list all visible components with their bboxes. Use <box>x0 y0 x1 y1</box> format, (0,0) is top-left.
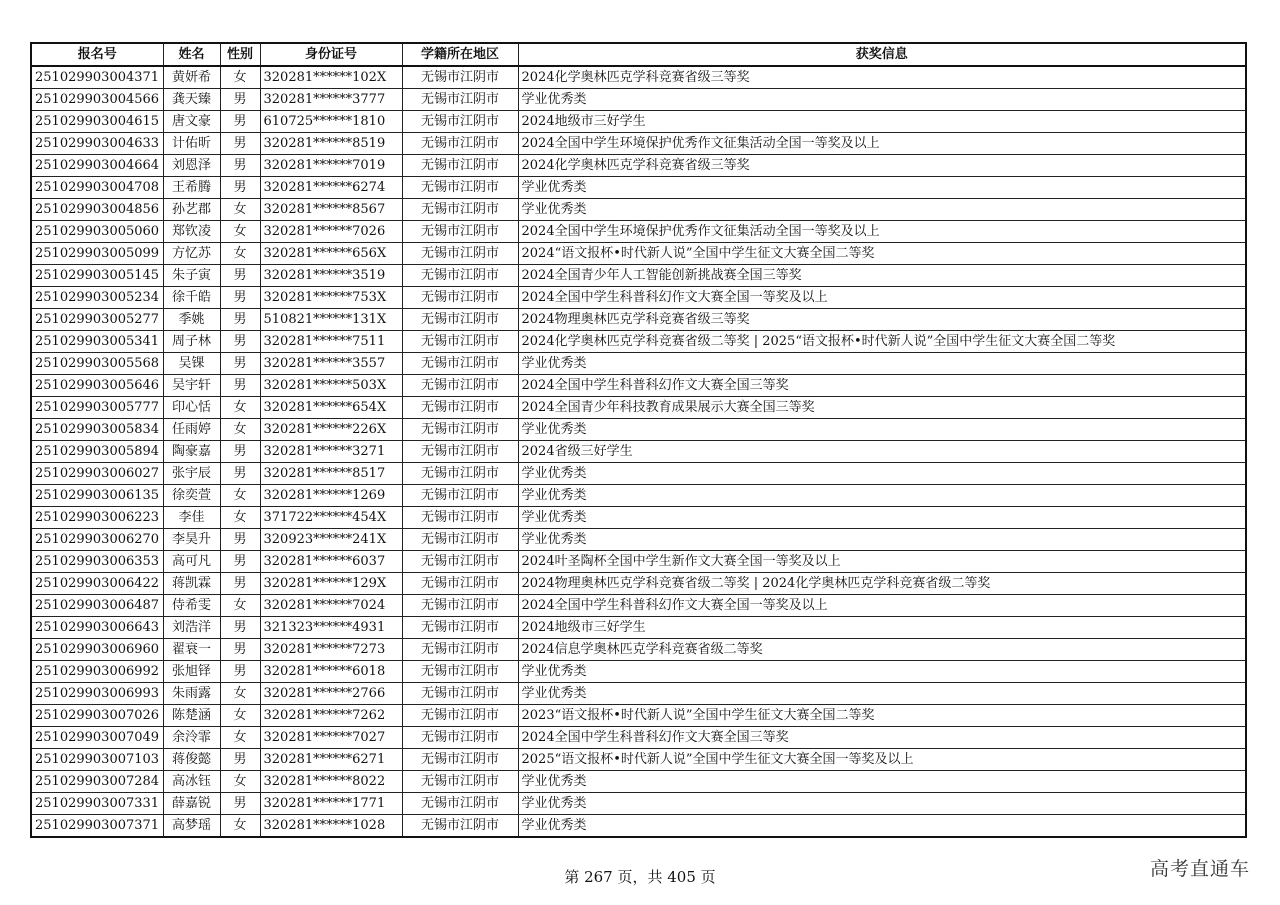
cell-id-number: 320281******7027 <box>260 727 402 749</box>
column-header-awards: 获奖信息 <box>518 43 1246 66</box>
cell-registration-number: 251029903006135 <box>31 485 163 507</box>
table-row <box>31 749 1246 771</box>
table-row <box>31 815 1246 838</box>
cell-awards: 2025“语文报杯•时代新人说”全国中学生征文大赛全国一等奖及以上 <box>518 749 1246 771</box>
cell-region: 无锡市江阴市 <box>402 771 518 793</box>
cell-gender: 男 <box>220 463 260 485</box>
column-header-id-number: 身份证号 <box>260 43 402 66</box>
table-row <box>31 617 1246 639</box>
cell-region: 无锡市江阴市 <box>402 155 518 177</box>
cell-registration-number: 251029903004708 <box>31 177 163 199</box>
cell-gender: 男 <box>220 177 260 199</box>
cell-awards: 学业优秀类 <box>518 463 1246 485</box>
cell-awards: 学业优秀类 <box>518 661 1246 683</box>
cell-id-number: 320281******3271 <box>260 441 402 463</box>
cell-name: 唐文豪 <box>163 111 220 133</box>
cell-registration-number: 251029903006993 <box>31 683 163 705</box>
cell-gender: 女 <box>220 199 260 221</box>
cell-id-number: 320281******6018 <box>260 661 402 683</box>
cell-awards: 2024化学奥林匹克学科竞赛省级二等奖 | 2025“语文报杯•时代新人说”全国中学生征文大赛全国二等奖 <box>518 331 1246 353</box>
cell-name: 陶豪嘉 <box>163 441 220 463</box>
cell-name: 张旭铎 <box>163 661 220 683</box>
table-row <box>31 793 1246 815</box>
table-row <box>31 353 1246 375</box>
cell-registration-number: 251029903007284 <box>31 771 163 793</box>
cell-registration-number: 251029903005894 <box>31 441 163 463</box>
table-body <box>31 66 1246 837</box>
cell-awards: 2024物理奥林匹克学科竞赛省级二等奖 | 2024化学奥林匹克学科竞赛省级二等奖 <box>518 573 1246 595</box>
cell-gender: 男 <box>220 793 260 815</box>
cell-region: 无锡市江阴市 <box>402 111 518 133</box>
cell-gender: 女 <box>220 419 260 441</box>
table-row <box>31 221 1246 243</box>
cell-region: 无锡市江阴市 <box>402 705 518 727</box>
cell-region: 无锡市江阴市 <box>402 331 518 353</box>
cell-id-number: 320281******3519 <box>260 265 402 287</box>
cell-region: 无锡市江阴市 <box>402 441 518 463</box>
cell-id-number: 510821******131X <box>260 309 402 331</box>
cell-name: 余泠霏 <box>163 727 220 749</box>
cell-gender: 男 <box>220 661 260 683</box>
cell-name: 龚天臻 <box>163 89 220 111</box>
cell-gender: 女 <box>220 727 260 749</box>
cell-awards: 学业优秀类 <box>518 485 1246 507</box>
cell-registration-number: 251029903005834 <box>31 419 163 441</box>
cell-id-number: 320281******2766 <box>260 683 402 705</box>
cell-region: 无锡市江阴市 <box>402 89 518 111</box>
cell-awards: 学业优秀类 <box>518 793 1246 815</box>
cell-registration-number: 251029903005145 <box>31 265 163 287</box>
cell-region: 无锡市江阴市 <box>402 221 518 243</box>
cell-id-number: 320281******8022 <box>260 771 402 793</box>
cell-gender: 男 <box>220 89 260 111</box>
table-row <box>31 595 1246 617</box>
cell-name: 朱雨露 <box>163 683 220 705</box>
cell-region: 无锡市江阴市 <box>402 551 518 573</box>
cell-gender: 男 <box>220 287 260 309</box>
cell-id-number: 320281******129X <box>260 573 402 595</box>
table-row <box>31 551 1246 573</box>
cell-awards: 2024全国青少年科技教育成果展示大赛全国三等奖 <box>518 397 1246 419</box>
cell-gender: 女 <box>220 595 260 617</box>
table-row <box>31 111 1246 133</box>
cell-name: 王希腾 <box>163 177 220 199</box>
table-row <box>31 199 1246 221</box>
cell-id-number: 320281******8567 <box>260 199 402 221</box>
cell-id-number: 320281******7273 <box>260 639 402 661</box>
cell-region: 无锡市江阴市 <box>402 793 518 815</box>
cell-region: 无锡市江阴市 <box>402 661 518 683</box>
cell-id-number: 320281******3777 <box>260 89 402 111</box>
table-row <box>31 309 1246 331</box>
cell-id-number: 320281******1269 <box>260 485 402 507</box>
cell-region: 无锡市江阴市 <box>402 353 518 375</box>
cell-registration-number: 251029903004371 <box>31 66 163 89</box>
cell-gender: 女 <box>220 485 260 507</box>
cell-registration-number: 251029903005341 <box>31 331 163 353</box>
cell-registration-number: 251029903006223 <box>31 507 163 529</box>
table-header-row <box>31 43 1246 66</box>
table-row <box>31 177 1246 199</box>
table-row <box>31 507 1246 529</box>
cell-registration-number: 251029903006992 <box>31 661 163 683</box>
cell-registration-number: 251029903006960 <box>31 639 163 661</box>
cell-name: 高冰钰 <box>163 771 220 793</box>
cell-name: 黄妍希 <box>163 66 220 89</box>
table-row <box>31 441 1246 463</box>
cell-id-number: 320281******1028 <box>260 815 402 838</box>
cell-region: 无锡市江阴市 <box>402 727 518 749</box>
cell-awards: 2024信息学奥林匹克学科竞赛省级二等奖 <box>518 639 1246 661</box>
table-row <box>31 243 1246 265</box>
table-row <box>31 771 1246 793</box>
cell-region: 无锡市江阴市 <box>402 309 518 331</box>
cell-name: 郑钦凌 <box>163 221 220 243</box>
cell-id-number: 320281******7024 <box>260 595 402 617</box>
cell-region: 无锡市江阴市 <box>402 617 518 639</box>
table-row <box>31 331 1246 353</box>
cell-registration-number: 251029903006027 <box>31 463 163 485</box>
cell-name: 朱子寅 <box>163 265 220 287</box>
cell-awards: 学业优秀类 <box>518 419 1246 441</box>
cell-awards: 学业优秀类 <box>518 771 1246 793</box>
cell-registration-number: 251029903007371 <box>31 815 163 838</box>
cell-region: 无锡市江阴市 <box>402 287 518 309</box>
cell-awards: 2024地级市三好学生 <box>518 111 1246 133</box>
cell-id-number: 610725******1810 <box>260 111 402 133</box>
cell-region: 无锡市江阴市 <box>402 573 518 595</box>
cell-registration-number: 251029903007331 <box>31 793 163 815</box>
cell-name: 刘恩泽 <box>163 155 220 177</box>
cell-id-number: 320281******753X <box>260 287 402 309</box>
table-row <box>31 639 1246 661</box>
cell-id-number: 320281******6274 <box>260 177 402 199</box>
cell-awards: 2024地级市三好学生 <box>518 617 1246 639</box>
cell-gender: 男 <box>220 441 260 463</box>
cell-awards: 2024全国中学生科普科幻作文大赛全国一等奖及以上 <box>518 595 1246 617</box>
cell-id-number: 320281******656X <box>260 243 402 265</box>
cell-awards: 学业优秀类 <box>518 353 1246 375</box>
cell-awards: 2023“语文报杯•时代新人说”全国中学生征文大赛全国二等奖 <box>518 705 1246 727</box>
cell-name: 徐千皓 <box>163 287 220 309</box>
cell-registration-number: 251029903004633 <box>31 133 163 155</box>
cell-registration-number: 251029903005234 <box>31 287 163 309</box>
cell-registration-number: 251029903005277 <box>31 309 163 331</box>
cell-name: 徐奕萱 <box>163 485 220 507</box>
cell-name: 薛嘉锐 <box>163 793 220 815</box>
awards-table <box>30 42 1247 838</box>
cell-id-number: 320923******241X <box>260 529 402 551</box>
cell-awards: 2024全国中学生科普科幻作文大赛全国一等奖及以上 <box>518 287 1246 309</box>
cell-awards: 2024全国中学生科普科幻作文大赛全国三等奖 <box>518 727 1246 749</box>
cell-awards: 2024物理奥林匹克学科竞赛省级三等奖 <box>518 309 1246 331</box>
cell-id-number: 320281******7026 <box>260 221 402 243</box>
cell-name: 季姚 <box>163 309 220 331</box>
cell-registration-number: 251029903005060 <box>31 221 163 243</box>
table-row <box>31 573 1246 595</box>
cell-region: 无锡市江阴市 <box>402 749 518 771</box>
table-row <box>31 133 1246 155</box>
cell-id-number: 320281******7019 <box>260 155 402 177</box>
cell-region: 无锡市江阴市 <box>402 243 518 265</box>
column-header-region: 学籍所在地区 <box>402 43 518 66</box>
cell-registration-number: 251029903005568 <box>31 353 163 375</box>
cell-gender: 女 <box>220 243 260 265</box>
cell-gender: 男 <box>220 309 260 331</box>
table-row <box>31 661 1246 683</box>
cell-awards: 2024全国青少年人工智能创新挑战赛全国三等奖 <box>518 265 1246 287</box>
cell-registration-number: 251029903005099 <box>31 243 163 265</box>
cell-gender: 女 <box>220 221 260 243</box>
cell-region: 无锡市江阴市 <box>402 485 518 507</box>
cell-name: 计佑昕 <box>163 133 220 155</box>
cell-gender: 女 <box>220 771 260 793</box>
cell-region: 无锡市江阴市 <box>402 595 518 617</box>
cell-gender: 男 <box>220 573 260 595</box>
cell-gender: 男 <box>220 133 260 155</box>
cell-id-number: 320281******3557 <box>260 353 402 375</box>
cell-gender: 男 <box>220 749 260 771</box>
cell-name: 孙艺郡 <box>163 199 220 221</box>
cell-name: 印心恬 <box>163 397 220 419</box>
column-header-registration-number: 报名号 <box>31 43 163 66</box>
cell-awards: 2024全国中学生科普科幻作文大赛全国三等奖 <box>518 375 1246 397</box>
cell-name: 蒋凯霖 <box>163 573 220 595</box>
cell-registration-number: 251029903004566 <box>31 89 163 111</box>
cell-gender: 女 <box>220 683 260 705</box>
cell-registration-number: 251029903006487 <box>31 595 163 617</box>
cell-awards: 2024叶圣陶杯全国中学生新作文大赛全国一等奖及以上 <box>518 551 1246 573</box>
cell-registration-number: 251029903007026 <box>31 705 163 727</box>
cell-gender: 男 <box>220 639 260 661</box>
cell-awards: 2024“语文报杯•时代新人说”全国中学生征文大赛全国二等奖 <box>518 243 1246 265</box>
cell-region: 无锡市江阴市 <box>402 529 518 551</box>
cell-id-number: 371722******454X <box>260 507 402 529</box>
cell-id-number: 321323******4931 <box>260 617 402 639</box>
cell-name: 侍希雯 <box>163 595 220 617</box>
cell-gender: 女 <box>220 705 260 727</box>
cell-name: 高可凡 <box>163 551 220 573</box>
cell-region: 无锡市江阴市 <box>402 199 518 221</box>
cell-id-number: 320281******7262 <box>260 705 402 727</box>
cell-gender: 男 <box>220 551 260 573</box>
cell-gender: 女 <box>220 507 260 529</box>
cell-gender: 男 <box>220 111 260 133</box>
cell-region: 无锡市江阴市 <box>402 397 518 419</box>
cell-id-number: 320281******6271 <box>260 749 402 771</box>
cell-name: 吴宇轩 <box>163 375 220 397</box>
table-row <box>31 419 1246 441</box>
column-header-gender: 性别 <box>220 43 260 66</box>
cell-region: 无锡市江阴市 <box>402 463 518 485</box>
cell-name: 翟衰一 <box>163 639 220 661</box>
cell-registration-number: 251029903004856 <box>31 199 163 221</box>
cell-gender: 男 <box>220 375 260 397</box>
cell-name: 陈楚涵 <box>163 705 220 727</box>
cell-registration-number: 251029903005777 <box>31 397 163 419</box>
cell-id-number: 320281******7511 <box>260 331 402 353</box>
cell-awards: 学业优秀类 <box>518 177 1246 199</box>
table-row <box>31 375 1246 397</box>
cell-name: 李昊升 <box>163 529 220 551</box>
cell-registration-number: 251029903006643 <box>31 617 163 639</box>
cell-registration-number: 251029903006422 <box>31 573 163 595</box>
column-header-name: 姓名 <box>163 43 220 66</box>
cell-awards: 2024全国中学生环境保护优秀作文征集活动全国一等奖及以上 <box>518 221 1246 243</box>
table-row <box>31 66 1246 89</box>
cell-name: 张宇辰 <box>163 463 220 485</box>
cell-name: 周子林 <box>163 331 220 353</box>
cell-registration-number: 251029903004664 <box>31 155 163 177</box>
cell-awards: 2024化学奥林匹克学科竞赛省级三等奖 <box>518 66 1246 89</box>
cell-awards: 学业优秀类 <box>518 683 1246 705</box>
page-number: 第 267 页，共 405 页 <box>564 868 716 886</box>
cell-id-number: 320281******6037 <box>260 551 402 573</box>
cell-registration-number: 251029903006353 <box>31 551 163 573</box>
cell-name: 吴锞 <box>163 353 220 375</box>
cell-id-number: 320281******1771 <box>260 793 402 815</box>
table-row <box>31 287 1246 309</box>
cell-registration-number: 251029903007103 <box>31 749 163 771</box>
cell-awards: 学业优秀类 <box>518 89 1246 111</box>
cell-region: 无锡市江阴市 <box>402 265 518 287</box>
cell-awards: 学业优秀类 <box>518 529 1246 551</box>
cell-region: 无锡市江阴市 <box>402 66 518 89</box>
cell-id-number: 320281******654X <box>260 397 402 419</box>
cell-awards: 学业优秀类 <box>518 199 1246 221</box>
table-row <box>31 89 1246 111</box>
cell-region: 无锡市江阴市 <box>402 639 518 661</box>
cell-id-number: 320281******8517 <box>260 463 402 485</box>
cell-id-number: 320281******102X <box>260 66 402 89</box>
cell-gender: 男 <box>220 353 260 375</box>
cell-awards: 学业优秀类 <box>518 507 1246 529</box>
table-row <box>31 529 1246 551</box>
cell-id-number: 320281******503X <box>260 375 402 397</box>
cell-name: 高梦瑶 <box>163 815 220 838</box>
cell-region: 无锡市江阴市 <box>402 375 518 397</box>
table-row <box>31 155 1246 177</box>
cell-registration-number: 251029903004615 <box>31 111 163 133</box>
cell-region: 无锡市江阴市 <box>402 683 518 705</box>
cell-name: 蒋俊懿 <box>163 749 220 771</box>
cell-region: 无锡市江阴市 <box>402 177 518 199</box>
cell-name: 刘浩洋 <box>163 617 220 639</box>
cell-gender: 男 <box>220 331 260 353</box>
cell-registration-number: 251029903007049 <box>31 727 163 749</box>
cell-gender: 女 <box>220 397 260 419</box>
cell-id-number: 320281******226X <box>260 419 402 441</box>
cell-gender: 男 <box>220 155 260 177</box>
cell-gender: 男 <box>220 617 260 639</box>
watermark-logo: 高考直通车 <box>1149 858 1250 880</box>
table-row <box>31 485 1246 507</box>
cell-gender: 女 <box>220 66 260 89</box>
cell-region: 无锡市江阴市 <box>402 507 518 529</box>
cell-name: 任雨婷 <box>163 419 220 441</box>
table-row <box>31 265 1246 287</box>
cell-awards: 2024省级三好学生 <box>518 441 1246 463</box>
table-row <box>31 397 1246 419</box>
cell-awards: 2024全国中学生环境保护优秀作文征集活动全国一等奖及以上 <box>518 133 1246 155</box>
cell-name: 李佳 <box>163 507 220 529</box>
cell-awards: 学业优秀类 <box>518 815 1246 838</box>
cell-registration-number: 251029903006270 <box>31 529 163 551</box>
cell-gender: 男 <box>220 265 260 287</box>
table-row <box>31 705 1246 727</box>
cell-region: 无锡市江阴市 <box>402 133 518 155</box>
table-row <box>31 727 1246 749</box>
cell-gender: 女 <box>220 815 260 838</box>
table-row <box>31 463 1246 485</box>
cell-gender: 男 <box>220 529 260 551</box>
cell-registration-number: 251029903005646 <box>31 375 163 397</box>
cell-region: 无锡市江阴市 <box>402 419 518 441</box>
cell-awards: 2024化学奥林匹克学科竞赛省级三等奖 <box>518 155 1246 177</box>
cell-id-number: 320281******8519 <box>260 133 402 155</box>
table-row <box>31 683 1246 705</box>
cell-name: 方忆苏 <box>163 243 220 265</box>
cell-region: 无锡市江阴市 <box>402 815 518 838</box>
